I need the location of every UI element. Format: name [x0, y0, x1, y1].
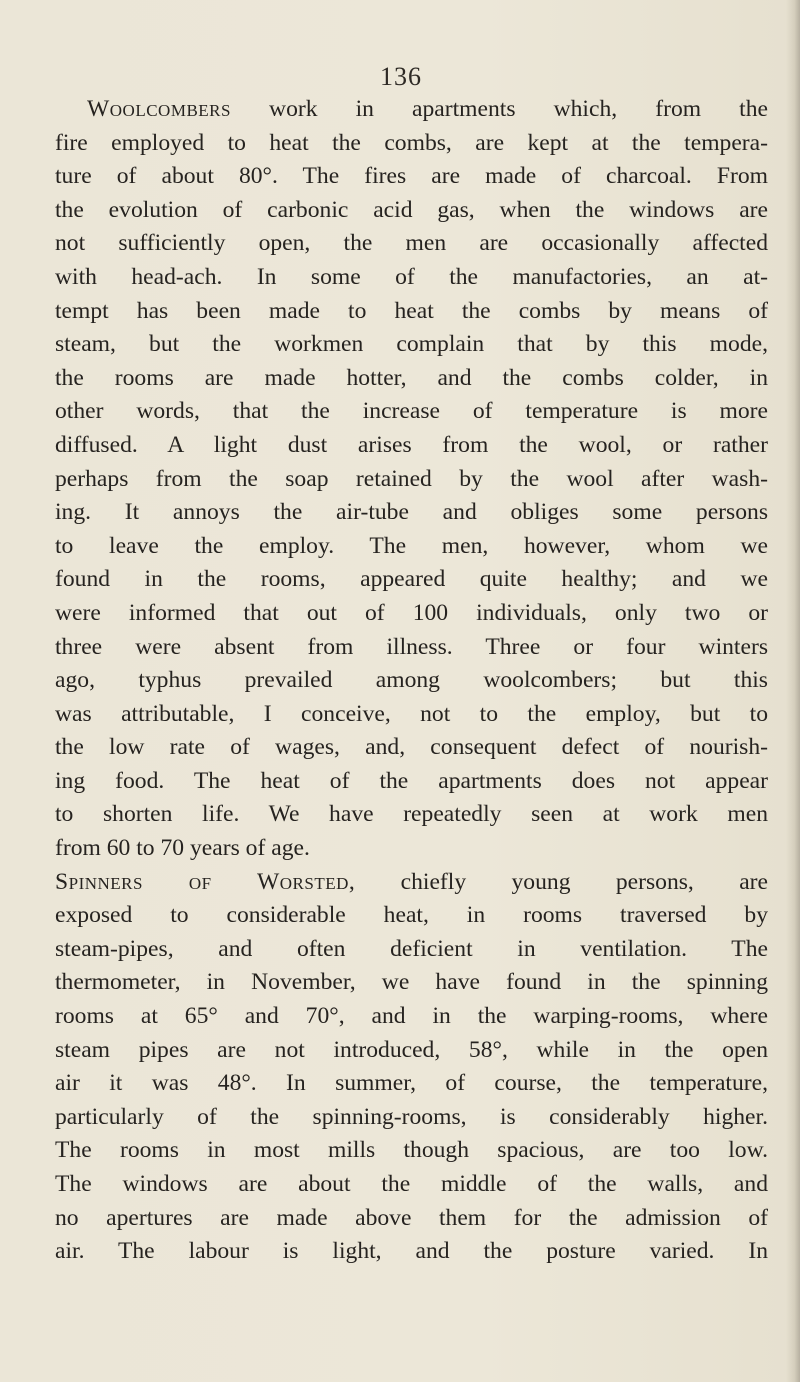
- text-line: to shorten life. We have repeatedly seen at work men: [55, 801, 768, 828]
- text-line: rooms at 65° and 70°, and in the warping-rooms, where: [55, 1003, 768, 1030]
- text-line: [55, 93, 768, 127]
- text-line: diffused. A light dust arises from the wool, or rather: [55, 431, 768, 458]
- text-line: the rooms are made hotter, and the combs colder, in: [55, 364, 768, 391]
- text-line: ago, typhus prevailed among woolcombers; but this: [55, 667, 768, 694]
- text-line: steam pipes are not introduced, 58°, while in the open: [55, 1036, 768, 1063]
- line-text: chiefly young persons, are: [355, 868, 768, 895]
- text-line: air. The labour is light, and the posture varied. In: [55, 1238, 768, 1265]
- text-line: thermometer, in November, we have found in the spinning: [55, 969, 768, 996]
- text-line: fire employed to heat the combs, are kept at the tempera-: [55, 129, 768, 156]
- text-line: exposed to considerable heat, in rooms traversed by: [55, 902, 768, 929]
- text-line: were informed that out of 100 individuals, only two or: [55, 599, 768, 626]
- text-line: with head-ach. In some of the manufactories, an at-: [55, 263, 768, 290]
- page-number: 136: [380, 62, 422, 91]
- text-line: was attributable, I conceive, not to the employ, but to: [55, 700, 768, 727]
- body-text: [55, 93, 768, 1269]
- text-line: The windows are about the middle of the walls, and: [55, 1171, 768, 1197]
- text-line: found in the rooms, appeared quite healthy; and we: [55, 566, 768, 593]
- text-line: from 60 to 70 years of age.: [55, 835, 310, 862]
- text-line: the evolution of carbonic acid gas, when the windows are: [55, 196, 768, 223]
- text-line: not sufficiently open, the men are occasionally affected: [55, 230, 768, 257]
- text-line: steam, but the workmen complain that by this mode,: [55, 331, 768, 358]
- text-line: three were absent from illness. Three or four winters: [55, 633, 768, 660]
- text-line: other words, that the increase of temperature is more: [55, 398, 768, 425]
- text-line: no apertures are made above them for the admission of: [55, 1204, 768, 1231]
- text-line: The rooms in most mills though spacious, are too low.: [55, 1137, 768, 1164]
- page-edge-shadow: [786, 0, 800, 1382]
- text-line: steam-pipes, and often deficient in ventilation. The: [55, 935, 768, 962]
- line-text: work in apartments which, from the: [230, 96, 768, 122]
- text-line: ing. It annoys the air-tube and obliges some persons: [55, 499, 768, 526]
- text-line: ture of about 80°. The fires are made of charcoal. From: [55, 163, 768, 190]
- text-line: to leave the employ. The men, however, whom we: [55, 532, 768, 559]
- text-line: ing food. The heat of the apartments does not appear: [55, 767, 768, 794]
- text-line: [55, 866, 768, 900]
- text-line: perhaps from the soap retained by the wool after wash-: [55, 465, 768, 492]
- text-line: air it was 48°. In summer, of course, the temperature,: [55, 1070, 768, 1097]
- paragraph-lead: Woolcombers: [87, 96, 231, 122]
- text-line: particularly of the spinning-rooms, is considerably higher.: [55, 1103, 768, 1130]
- paragraph-lead: Spinners of Worsted,: [55, 868, 356, 895]
- text-line: the low rate of wages, and, consequent defect of nourish-: [55, 734, 768, 761]
- text-line: tempt has been made to heat the combs by means of: [55, 297, 768, 324]
